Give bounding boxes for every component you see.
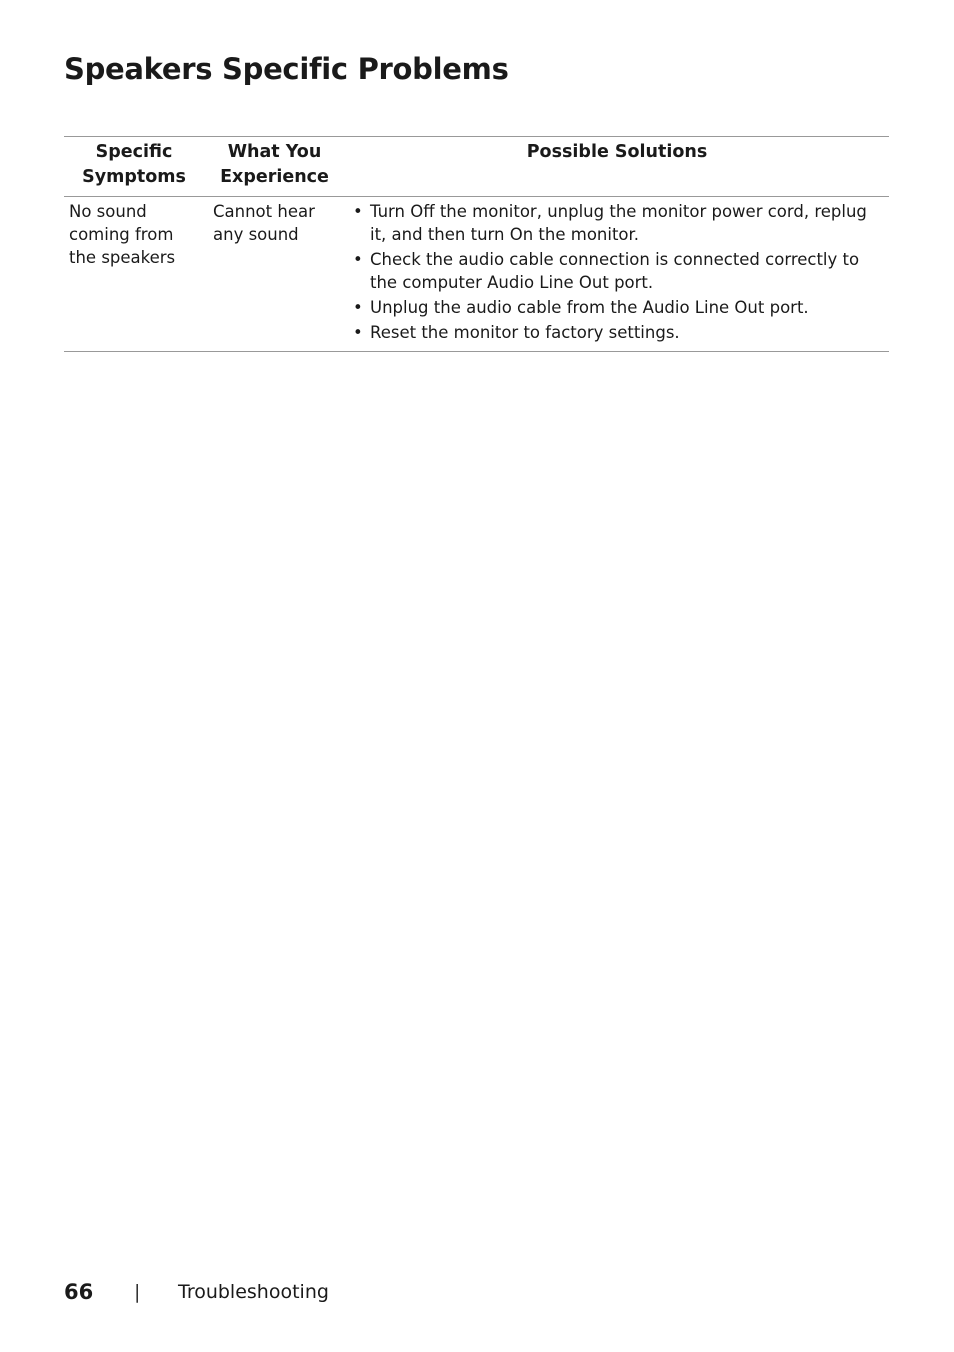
table-header [64, 137, 889, 197]
footer-section-name: Troubleshooting [178, 1281, 329, 1303]
speakers-problems-table [64, 136, 889, 352]
header-specific-symptoms: Specific Symptoms [64, 137, 204, 197]
cell-experience: Cannot hear any sound [204, 197, 345, 352]
page-footer [64, 1279, 329, 1306]
table-body [64, 197, 889, 352]
solutions-list [349, 200, 885, 344]
page-number: 66 [64, 1280, 94, 1304]
page-title: Speakers Specific Problems [64, 52, 509, 86]
table-header-row [64, 137, 889, 197]
table-row [64, 197, 889, 352]
solution-item: • Check the audio cable connection is connected correctly to the computer Audio Line Out port. [353, 248, 885, 294]
cell-solutions [345, 197, 889, 352]
solution-item: • Turn Off the monitor, unplug the monitor power cord, replug it, and then turn On the monitor. [353, 200, 885, 246]
footer-separator: | [134, 1281, 141, 1303]
solution-item: • Unplug the audio cable from the Audio Line Out port. [353, 296, 885, 319]
cell-symptom: No sound coming from the speakers [64, 197, 204, 352]
header-possible-solutions: Possible Solutions [345, 137, 889, 197]
solution-item: • Reset the monitor to factory settings. [353, 321, 885, 344]
header-what-you-experience: What You Experience [204, 137, 345, 197]
